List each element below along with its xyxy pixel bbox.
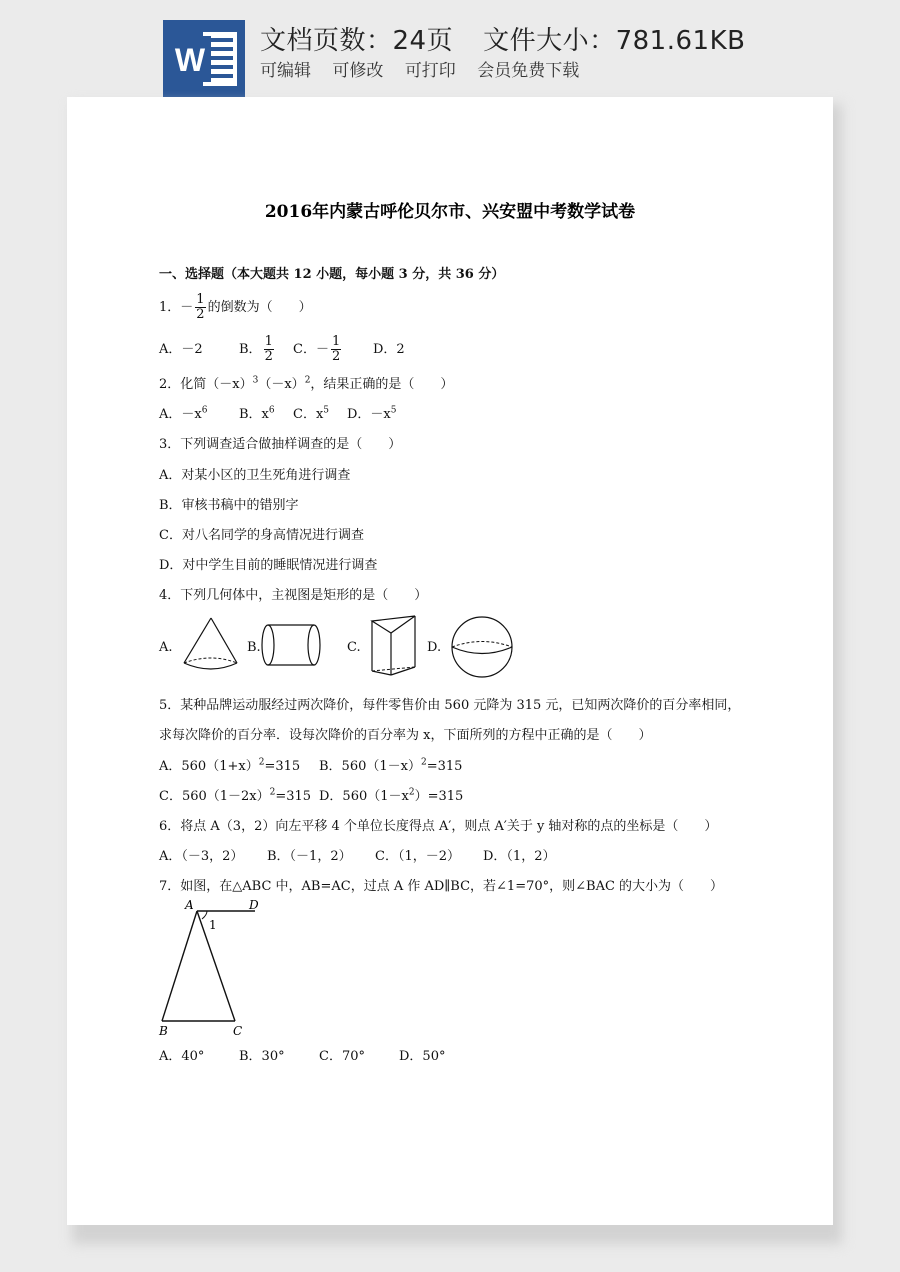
q3-option-b: B．审核书稿中的错别字: [159, 498, 299, 513]
q7-option-b: B．30°: [239, 1049, 285, 1064]
question-1: 1．－ $\frac{1}{2}$ 的倒数为（ ）: [159, 292, 312, 322]
page-count: 文档页数：24页: [260, 26, 454, 56]
feature-list: [260, 56, 589, 81]
question-2: 2．化简$(-x)^3(-x)^2$，结果正确的是（ ）: [159, 375, 454, 392]
q4-option-a-label: A.: [159, 640, 173, 655]
question-7: 7．如图，在△ABC 中，AB=AC，过点 A 作 AD∥BC，若∠1=70°，则∠BAC 的大小为（ ）: [159, 879, 724, 894]
feature-member-download: 会员免费下载: [477, 61, 580, 81]
question-5-options-ab: [159, 755, 462, 774]
cylinder-figure: [260, 621, 324, 669]
q6-option-b: B．（－1，2）: [267, 849, 352, 864]
question-3: 3．下列调查适合做抽样调查的是（ ）: [159, 437, 402, 452]
feature-printable: 可打印: [404, 61, 456, 81]
q6-option-c: C．（1，－2）: [375, 849, 460, 864]
feature-modifiable: 可修改: [332, 61, 384, 81]
label-c: C: [233, 1024, 243, 1037]
question-6-options: [159, 845, 555, 864]
q6-option-a: A．（－3，2）: [159, 849, 244, 864]
cone-figure: [181, 615, 241, 675]
q2-option-b: B．$x^6$: [239, 405, 275, 422]
svg-text:W: W: [174, 42, 206, 78]
q3-option-c: C．对八名同学的身高情况进行调查: [159, 528, 364, 543]
q3-option-a: A．对某小区的卫生死角进行调查: [159, 468, 351, 483]
question-5-line-1: 5．某种品牌运动服经过两次降价，每件零售价由 560 元降为 315 元，已知两次降价的百分率相同，: [159, 698, 741, 713]
q2-option-c: C．$x^5$: [293, 405, 330, 422]
triangle-figure: [157, 897, 267, 1037]
label-d: D: [249, 898, 259, 912]
q4-option-d-label: D.: [427, 640, 442, 655]
q2-option-d: D．$-x^5$: [347, 405, 397, 422]
file-size: 文件大小：781.61KB: [483, 26, 746, 56]
question-2-options: [159, 403, 397, 422]
question-5-options-cd: [159, 785, 463, 804]
q5-option-c: C．$560(1-2x)^2=315$: [159, 787, 312, 804]
q7-option-c: C．70°: [319, 1049, 365, 1064]
q7-option-d: D．50°: [399, 1049, 446, 1064]
q7-option-a: A．40°: [159, 1049, 205, 1064]
question-5-line-2: 求每次降价的百分率．设每次降价的百分率为 x，下面所列的方程中正确的是（ ）: [159, 728, 652, 743]
q5-option-a: A．$560(1+x)^2=315$: [159, 757, 301, 774]
q4-option-c-label: C.: [347, 640, 361, 655]
q5-option-d: D．$560(1-x^2)=315$: [319, 787, 464, 804]
q3-option-d: D．对中学生目前的睡眠情况进行调查: [159, 558, 378, 573]
q5-option-b: B．$560(1-x)^2=315$: [319, 757, 463, 774]
question-7-options: [159, 1045, 445, 1064]
q1-option-b: B． $\frac{1}{2}$: [239, 334, 273, 364]
document-title: 2016年内蒙古呼伦贝尔市、兴安盟中考数学试卷: [264, 202, 636, 222]
question-6: 6．将点 A（3，2）向左平移 4 个单位长度得点 A′，则点 A′关于 y 轴对称的点的坐标是（ ）: [159, 819, 718, 834]
label-b: B: [159, 1024, 168, 1037]
question-4: 4．下列几何体中，主视图是矩形的是（ ）: [159, 588, 428, 603]
word-document-icon: [163, 20, 245, 98]
sphere-figure: [449, 614, 515, 680]
q2-option-a: A．$-x^6$: [159, 405, 208, 422]
label-angle-1: 1: [209, 918, 217, 932]
q1-option-d: D．2: [373, 342, 405, 357]
feature-editable: 可编辑: [260, 61, 311, 81]
q1-option-a: A．－2: [159, 342, 203, 357]
section-heading: 一、选择题（本大题共 12 小题，每小题 3 分，共 36 分）: [159, 267, 505, 282]
download-header: [0, 0, 900, 100]
triangular-prism-figure: [369, 613, 419, 677]
q4-option-b-label: B.: [247, 640, 261, 655]
document-page: [67, 97, 833, 1225]
fraction: $\frac{1}{2}$: [196, 292, 205, 322]
q1-option-c: C．－ $\frac{1}{2}$: [293, 334, 341, 364]
question-1-options: [159, 335, 405, 364]
file-info: [260, 20, 745, 57]
q6-option-d: D．（1，2）: [483, 849, 556, 864]
label-a: A: [185, 898, 194, 912]
